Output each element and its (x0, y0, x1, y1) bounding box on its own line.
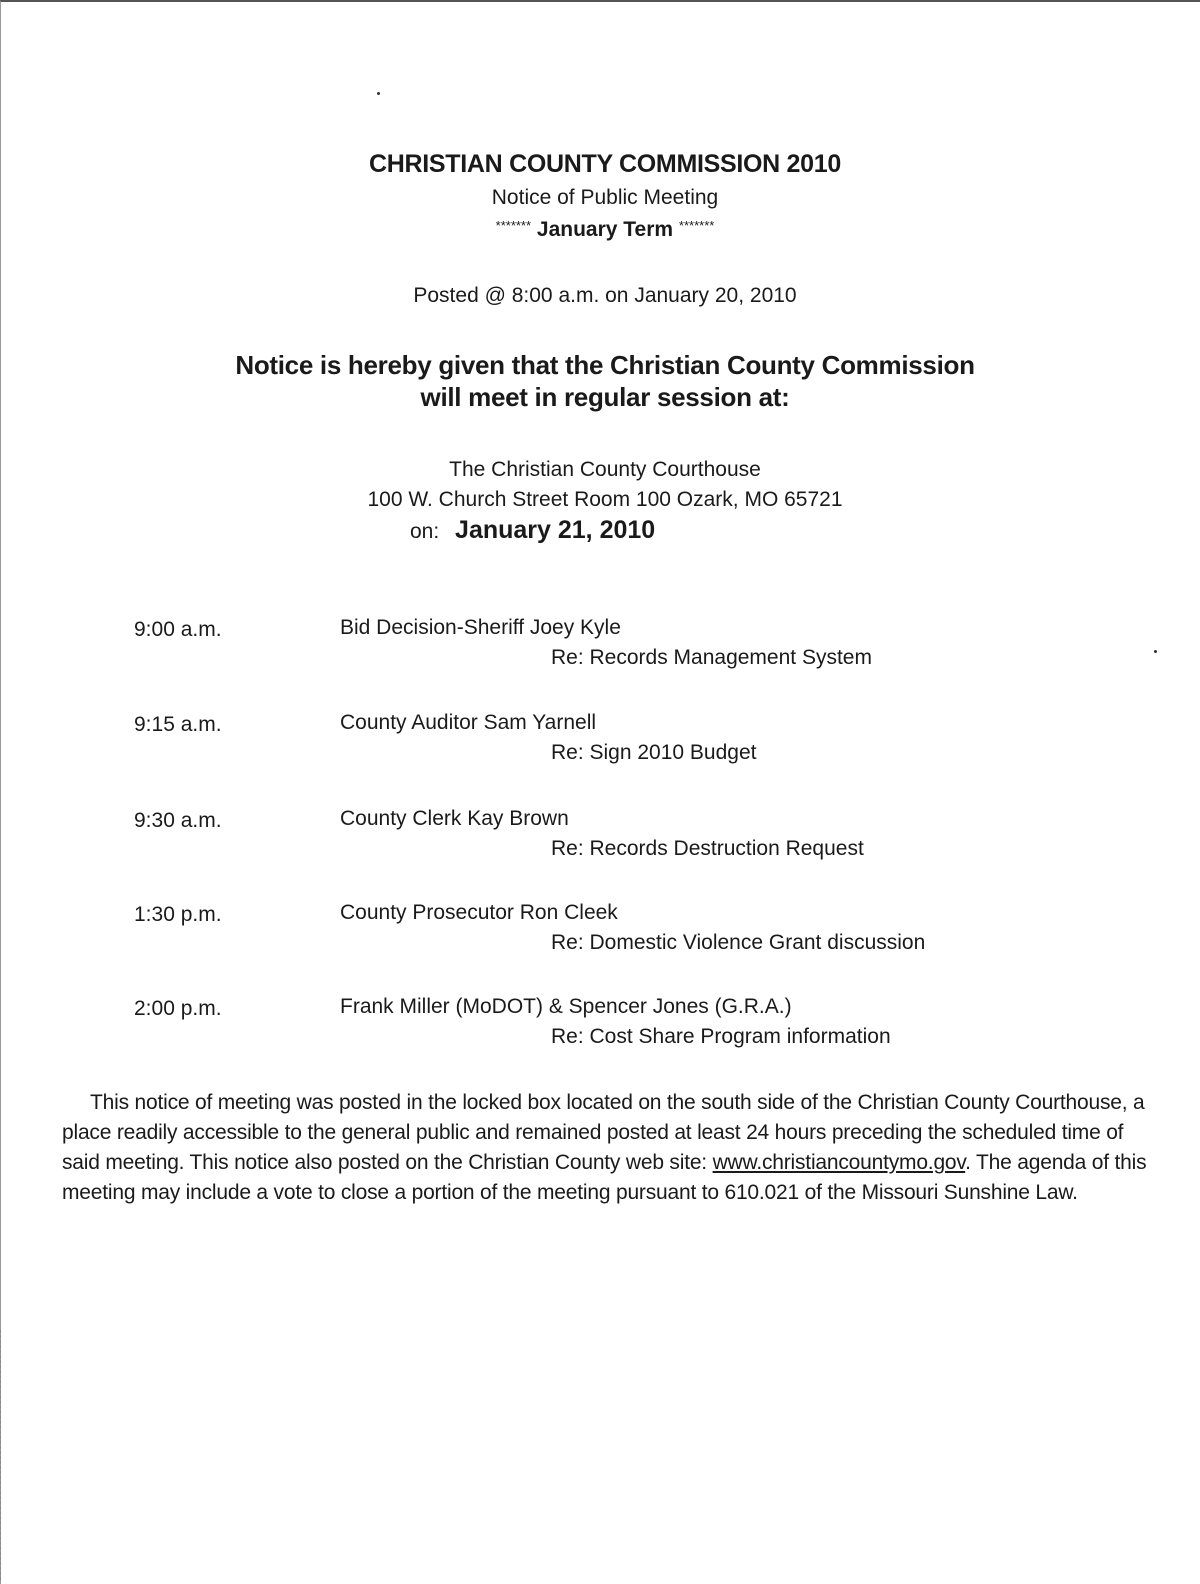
agenda-presenter: County Prosecutor Ron Cleek (340, 901, 618, 924)
agenda-time: 2:00 p.m. (134, 997, 222, 1020)
agenda-topic: Re: Domestic Violence Grant discussion (551, 931, 926, 954)
posting-notice-paragraph (62, 1088, 1162, 1208)
meeting-date: January 21, 2010 (455, 516, 656, 544)
agenda-time: 1:30 p.m. (134, 903, 222, 926)
document-subtitle: Notice of Public Meeting (491, 186, 719, 209)
term-stars-left: ******* (495, 218, 532, 233)
agenda-item (0, 807, 1200, 871)
term-label: January Term (536, 218, 674, 241)
meeting-date-line (410, 516, 655, 545)
agenda-topic: Re: Records Destruction Request (551, 837, 864, 860)
location-address: 100 W. Church Street Room 100 Ozark, MO 65721 (367, 488, 843, 511)
meeting-date-label: on: (410, 520, 440, 543)
agenda-item (0, 995, 1200, 1059)
term-stars-right: ******* (678, 218, 715, 233)
county-website-link[interactable]: www.christiancountymo.gov (712, 1151, 966, 1174)
location-block (0, 455, 1200, 515)
notice-line-2: will meet in regular session at: (420, 382, 790, 412)
notice-heading (0, 349, 1200, 413)
scan-speck (377, 92, 380, 95)
notice-line-1: Notice is hereby given that the Christian County Commission (235, 350, 975, 380)
agenda-topic: Re: Sign 2010 Budget (551, 741, 757, 764)
document-title: CHRISTIAN COUNTY COMMISSION 2010 (369, 150, 841, 178)
agenda-time: 9:00 a.m. (134, 618, 222, 641)
agenda-time: 9:30 a.m. (134, 809, 222, 832)
posting-notice-text-end: . The agenda of this meeting may include a vote to close a portion of the meeting pursuant to 610.021 of the Missouri Sunshine Law. (62, 1151, 1147, 1204)
agenda-topic: Re: Cost Share Program information (551, 1025, 891, 1048)
term-line (0, 218, 1200, 242)
scan-edge-mark (0, 1330, 3, 1580)
agenda-presenter: Bid Decision-Sheriff Joey Kyle (340, 616, 621, 639)
agenda-item (0, 901, 1200, 965)
agenda-presenter: Frank Miller (MoDOT) & Spencer Jones (G.R.A.) (340, 995, 792, 1018)
agenda-item (0, 711, 1200, 775)
posted-line: Posted @ 8:00 a.m. on January 20, 2010 (413, 284, 797, 307)
agenda-presenter: County Clerk Kay Brown (340, 807, 569, 830)
agenda-topic: Re: Records Management System (551, 646, 872, 669)
posting-notice-text: This notice of meeting was posted in the locked box located on the south side of the Christian County Courthouse, a place readily accessible to the general public and remained posted at least 24 hours preceding the scheduled time of said meeting. This notice also posted on the Christian County web site: (62, 1091, 1145, 1174)
location-building: The Christian County Courthouse (449, 458, 761, 481)
agenda-item (0, 616, 1200, 680)
agenda-time: 9:15 a.m. (134, 713, 222, 736)
agenda-presenter: County Auditor Sam Yarnell (340, 711, 597, 734)
